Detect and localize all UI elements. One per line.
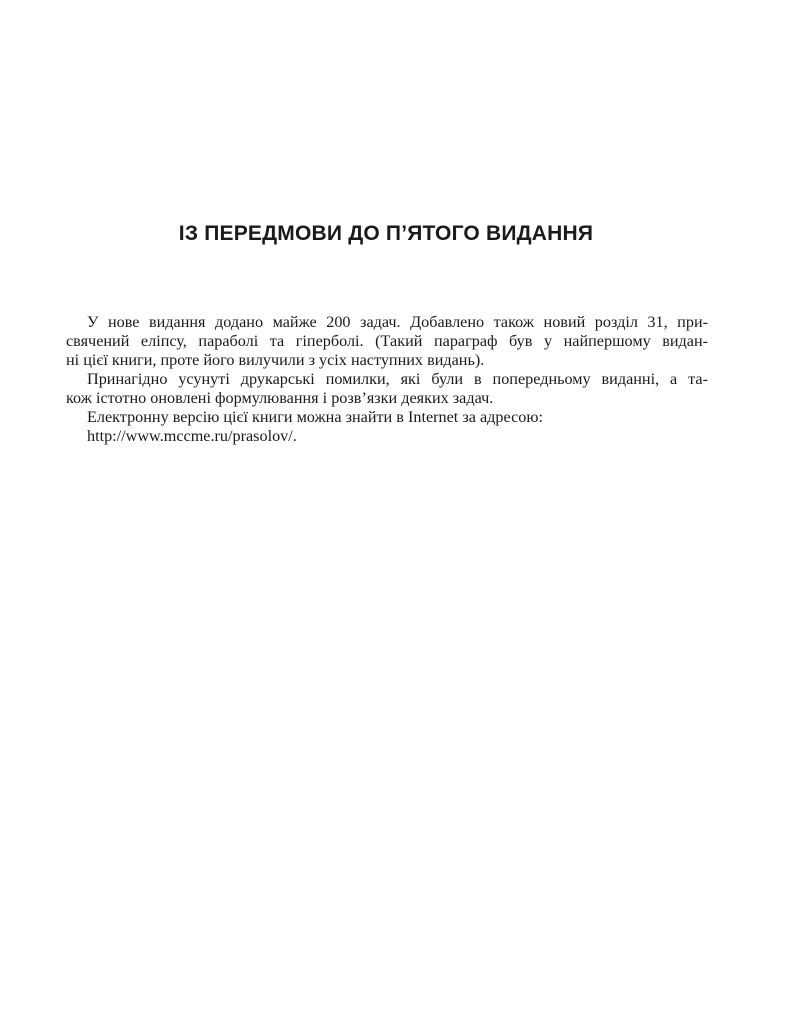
text-line: Принагідно усунуті друкарські помилки, які були в попередньому виданні, а та- xyxy=(87,370,708,388)
text-line: свячений еліпсу, параболі та гіперболі. (Такий параграф був у найпершому видан- xyxy=(66,332,708,350)
text-line: кож істотно оновлені формулювання і розв’язки деяких задач. xyxy=(66,389,494,407)
text-line: У нове видання додано майже 200 задач. Добавлено також новий розділ 31, при- xyxy=(87,313,708,331)
url-text: http://www.mccme.ru/prasolov/. xyxy=(87,427,297,445)
text-line: ні цієї книги, проте його вилучили з усіх наступних видань). xyxy=(66,351,485,369)
text-line: Електронну версію цієї книги можна знайти в Internet за адресою: xyxy=(87,408,543,426)
section-heading: ІЗ ПЕРЕДМОВИ ДО П’ЯТОГО ВИДАННЯ xyxy=(178,222,594,245)
preface-text xyxy=(66,313,708,446)
